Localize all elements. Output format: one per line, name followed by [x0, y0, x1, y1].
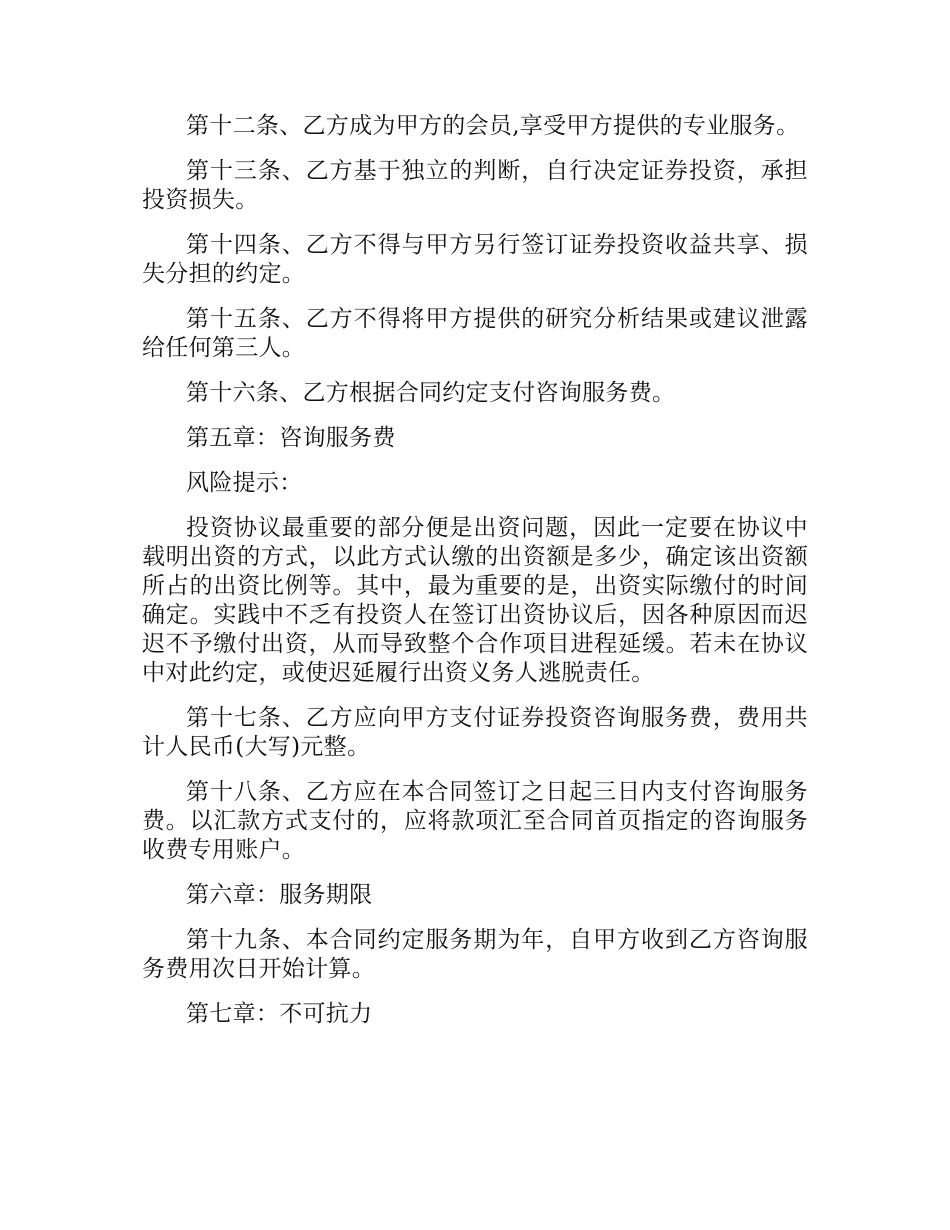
chapter-7-heading: 第七章：不可抗力 [186, 1001, 373, 1027]
article-18: 第十八条、乙方应在本合同签订之日起三日内支付咨询服务费。以汇款方式支付的，应将款项汇至合同首页指定的咨询服务收费专用账户。 [142, 779, 808, 863]
risk-notice-body: 投资协议最重要的部分便是出资问题，因此一定要在协议中载明出资的方式，以此方式认缴的出资额是多少，确定该出资额所占的出资比例等。其中，最为重要的是，出资实际缴付的时间确定。实践中不乏有投资人在签订出资协议后，因各种原因而迟迟不予缴付出资，从而导致整个合作项目进程延缓。若未在协议中对此约定，或使迟延履行出资义务人逃脱责任。 [142, 515, 808, 686]
article-12: 第十二条、乙方成为甲方的会员,享受甲方提供的专业服务。 [186, 113, 800, 139]
article-16: 第十六条、乙方根据合同约定支付咨询服务费。 [186, 380, 676, 406]
document-body [142, 112, 808, 1045]
article-13: 第十三条、乙方基于独立的判断，自行决定证券投资，承担投资损失。 [142, 158, 808, 213]
article-19: 第十九条、本合同约定服务期为年，自甲方收到乙方咨询服务费用次日开始计算。 [142, 927, 808, 982]
chapter-5-heading: 第五章：咨询服务费 [186, 425, 396, 451]
article-14: 第十四条、乙方不得与甲方另行签订证券投资收益共享、损失分担的约定。 [142, 232, 808, 287]
article-17: 第十七条、乙方应向甲方支付证券投资咨询服务费，费用共计人民币(大写)元整。 [142, 705, 808, 760]
chapter-6-heading: 第六章：服务期限 [186, 882, 373, 908]
article-15: 第十五条、乙方不得将甲方提供的研究分析结果或建议泄露给任何第三人。 [142, 306, 808, 361]
risk-notice-heading: 风险提示： [186, 470, 303, 496]
